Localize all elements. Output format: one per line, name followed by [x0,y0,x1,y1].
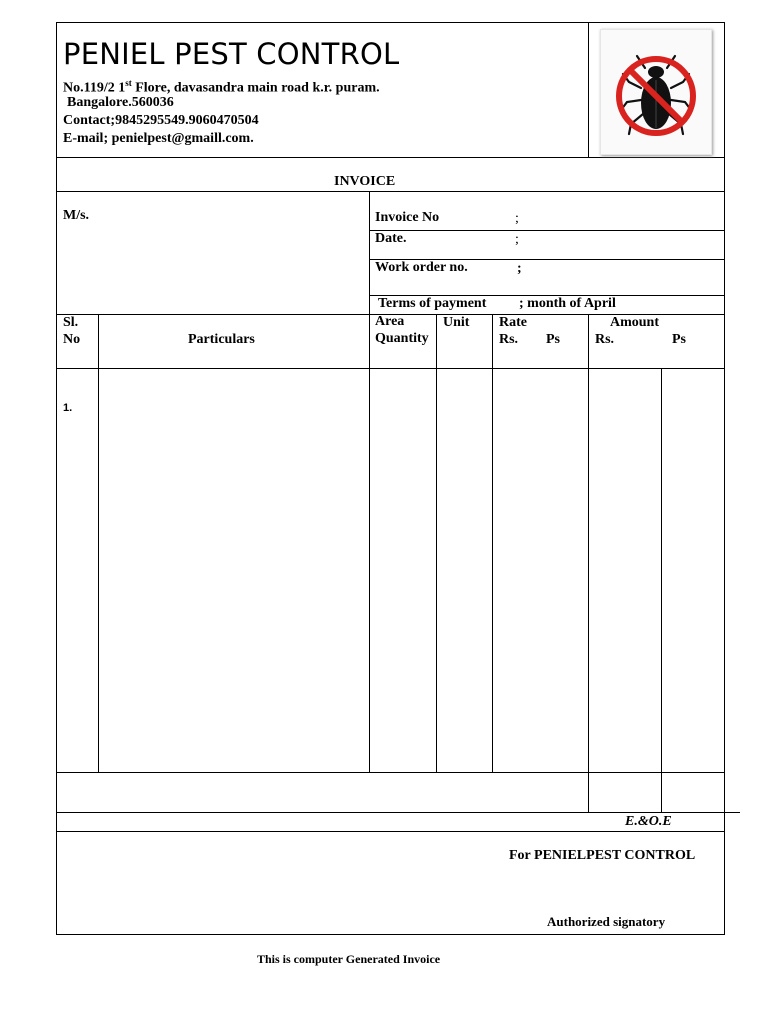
terms-label: Terms of payment [378,296,487,311]
amount-header: Amount [610,315,660,330]
invoice-no-separator: ; [515,211,519,226]
date-separator: ; [515,232,519,247]
ms-label: M/s. [63,208,90,223]
computer-generated-note: This is computer Generated Invoice [257,952,441,966]
for-company-label: For PENIELPEST CONTROL [509,848,696,863]
company-address-line2: Bangalore.560036 [67,95,174,110]
invoice-no-label: Invoice No [375,210,440,225]
company-address-line1: No.119/2 1st Flore, davasandra main road k.r. puram. [63,78,380,96]
sl-header-line1: Sl. [63,315,79,330]
area-header-line1: Area [375,314,405,329]
company-contact: Contact;9845295549.9060470504 [63,113,259,128]
rate-header: Rate [499,315,527,330]
area-header-line2: Quantity [375,331,429,346]
terms-month: ; month of April [519,296,616,311]
rate-ps-header: Ps [546,332,560,347]
company-logo [600,29,712,155]
no-bugs-icon [601,30,711,154]
amount-ps-header: Ps [672,332,686,347]
particulars-header: Particulars [188,332,255,347]
row-1-sl: 1. [63,402,73,414]
amount-rs-header: Rs. [595,332,615,347]
company-name: PENIEL PEST CONTROL [63,37,400,71]
rate-rs-header: Rs. [499,332,519,347]
invoice-title: INVOICE [334,174,396,189]
unit-header: Unit [443,315,470,330]
date-label: Date. [375,231,407,246]
eoe-label: E.&O.E [625,814,672,829]
work-order-label: Work order no. [375,260,468,275]
work-order-separator: ; [517,261,522,276]
sl-header-line2: No [63,332,81,347]
authorized-signatory-label: Authorized signatory [547,914,666,929]
company-email: E-mail; penielpest@gmaill.com. [63,131,254,146]
